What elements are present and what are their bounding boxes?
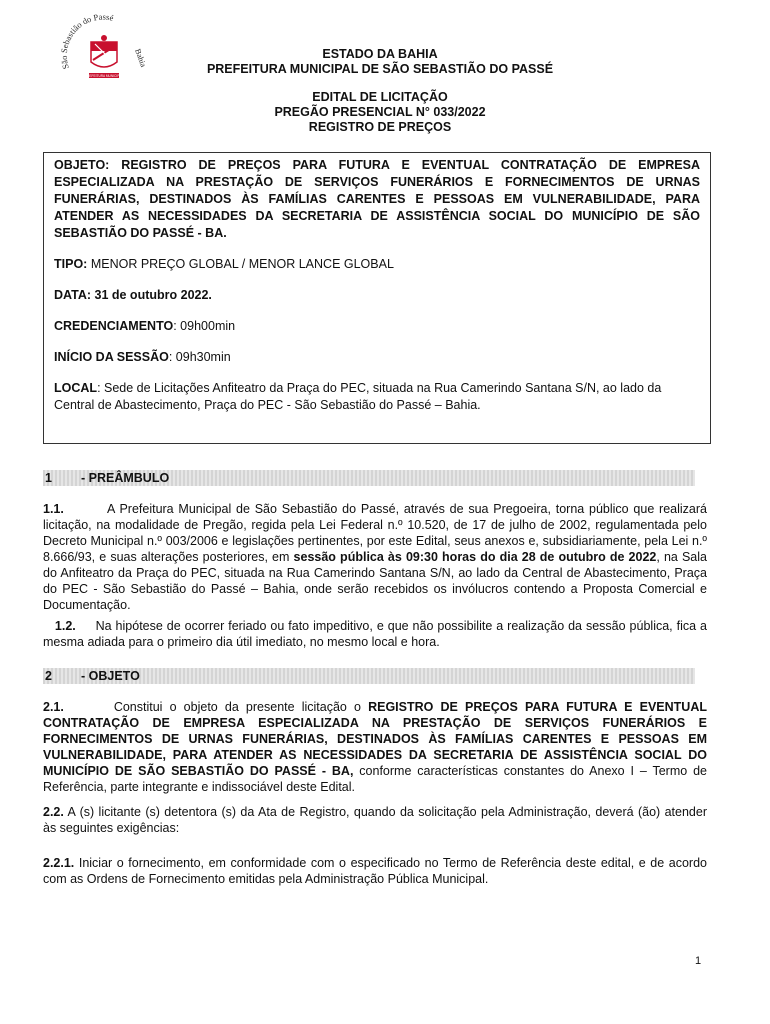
local-value: : Sede de Licitações Anfiteatro da Praça do PEC, situada na Rua Camerindo Santana S/N, ao lado da Central de Abastecimento, Praça do PEC - São Sebastião do Passé – Bahia. [54,381,662,412]
p12-text: Na hipótese de ocorrer feriado ou fato impeditivo, e que não possibilite a realização da sessão pública, fica a mesma adiada para o primeiro dia útil imediato, no mesmo local e hora. [43,619,707,649]
header-pregao: PREGÃO PRESENCIAL N° 033/2022 [274,105,486,119]
paragraph-number: 1.1. [43,502,64,516]
paragraph-number: 2.1. [43,700,64,714]
cred-value: : 09h00min [173,319,236,333]
paragraph-number: 2.2. [43,805,64,819]
p11-text-a: A Prefeitura Municipal de São Sebastião do Passé, através de sua Pregoeira, torna público que realizará licitação, na modalidade de Pregão, regida pela Lei Federal n.º 10.520, de 17 de julho de 2002, regulamentada pelo Decreto Municipal n.º 003/2006 e legislações pertinentes, por este Edital, seus anexos e, subsidiariamente, pela Lei n.º 8.666/93, e suas alterações posteriores, em [43,502,707,564]
seal-ribbon-text: PREFEITURA MUNICIPAL [84,74,124,78]
paragraph-number: 1.2. [54,619,76,633]
seal-right-text: Bahia [133,47,148,69]
paragraph-2-2 [43,804,707,836]
tipo-value: MENOR PREÇO GLOBAL / MENOR LANCE GLOBAL [87,257,394,271]
p11-text-c: , na Sala do Anfiteatro da Praça do PEC, situada na Rua Camerindo Santana S/N, ao lado da Central de Abastecimento, Praça do PEC - São Sebastião do Passé – Bahia, onde serão recebidos os invólucros contendo a Proposta Comercial e Documentação. [43,550,707,612]
section-number: 1 [45,471,52,485]
section-number: 2 [45,669,52,683]
paragraph-number: 2.2.1. [43,856,75,870]
summary-objeto: OBJETO: REGISTRO DE PREÇOS PARA FUTURA E EVENTUAL CONTRATAÇÃO DE EMPRESA ESPECIALIZADA NA PRESTAÇÃO DE SERVIÇOS FUNERÁRIOS E FORNECIMENTOS DE URNAS FUNERÁRIAS, DESTINADOS ÀS FAMÍLIAS CARENTES E PESSOAS EM VULNERABILIDADE, PARA ATENDER AS NECESSIDADES DA SECRETARIA DE ASSISTÊNCIA SOCIAL DO MUNICÍPIO DE SÃO SEBASTIÃO DO PASSÉ - BA. [54,158,700,240]
cred-label: CREDENCIAMENTO [54,319,174,333]
summary-tipo [54,256,700,273]
p22-text: A (s) licitante (s) detentora (s) da Ata de Registro, quando da solicitação pela Administração, deverá (ão) atender às seguintes exigências: [43,805,707,835]
inicio-label: INÍCIO DA SESSÃO [54,350,169,364]
header-state: ESTADO DA BAHIA [322,47,438,61]
header-prefeitura: PREFEITURA MUNICIPAL DE SÃO SEBASTIÃO DO PASSÉ [206,62,554,76]
p21-text-b: REGISTRO DE PREÇOS PARA FUTURA E EVENTUAL CONTRATAÇÃO DE EMPRESA ESPECIALIZADA NA PRESTAÇÃO DE SERVIÇOS FUNERÁRIOS E FORNECIMENTOS DE URNAS FUNERÁRIAS, DESTINADOS ÀS FAMÍLIAS CARENTES E PESSOAS EM VULNERABILIDADE, PARA ATENDER AS NECESSIDADES DA SECRETARIA DE ASSISTÊNCIA SOCIAL DO MUNICÍPIO DE SÃO SEBASTIÃO DO PASSÉ - BA, [43,700,707,778]
summary-box [43,152,711,444]
document-header-top [150,47,610,77]
section-title: - OBJETO [81,669,140,683]
paragraph-1-2 [43,618,707,650]
p21-text-a: Constitui o objeto da presente licitação o [113,700,369,714]
section-heading-objeto [43,668,695,684]
paragraph-2-1 [43,699,707,795]
seal-top-text: São Sebastião do Passé [58,11,115,71]
paragraph-1-1 [43,501,707,613]
section-heading-preambulo [43,470,695,486]
p11-text-b: sessão pública às 09:30 horas do dia 28 de outubro de 2022 [293,550,657,564]
inicio-value: : 09h30min [168,350,231,364]
data-text: DATA: 31 de outubro 2022. [54,288,212,302]
paragraph-2-2-1 [43,855,707,887]
p221-text: Iniciar o fornecimento, em conformidade com o especificado no Termo de Referência deste edital, e de acordo com as Ordens de Fornecimento emitidas pela Administração Pública Municipal. [43,856,707,886]
summary-inicio [54,349,700,366]
summary-credenciamento [54,318,700,335]
summary-data [54,287,700,304]
summary-local [54,380,700,414]
header-registro: REGISTRO DE PREÇOS [308,120,452,134]
p21-text-c: conforme características constantes do Anexo I – Termo de Referência, parte integrante e indissociável deste Edital. [43,764,707,794]
header-edital: EDITAL DE LICITAÇÃO [312,90,448,104]
document-header-edital [150,90,610,135]
local-label: LOCAL [54,381,98,395]
page-number: 1 [695,955,702,967]
tipo-label: TIPO: [54,257,88,271]
municipal-seal-icon [55,10,151,90]
section-title: - PREÂMBULO [81,471,170,485]
